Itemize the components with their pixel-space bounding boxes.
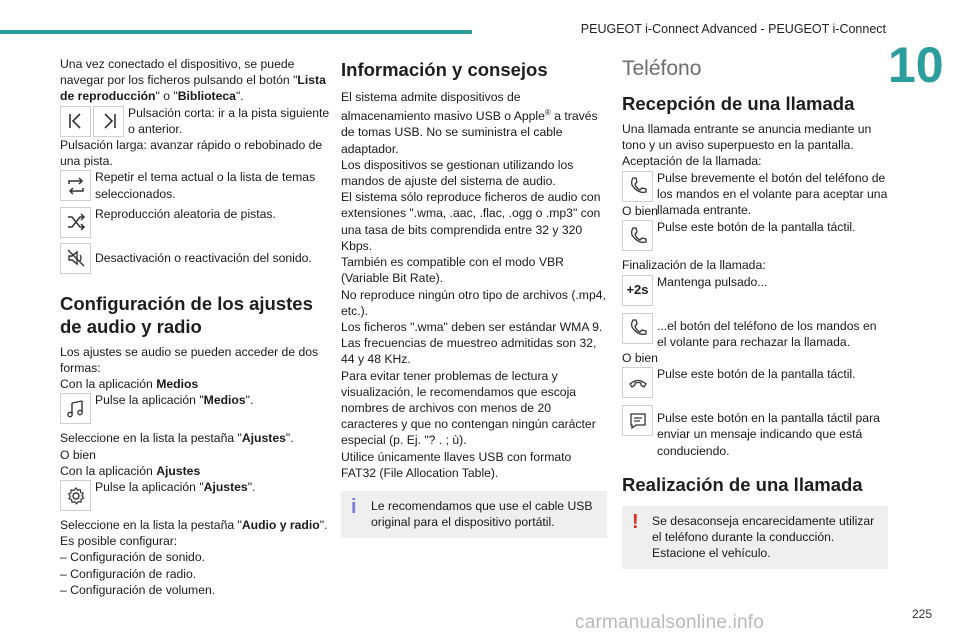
o-bien-1: O bien: [60, 447, 96, 462]
message-row: [622, 404, 888, 459]
select-audio-tab: Seleccione en la lista la pestaña "Audio y radio".: [60, 518, 328, 533]
info-paragraph: Los ficheros ".wma" deben ser estándar WMA 9.: [341, 319, 603, 334]
repeat-row: [60, 169, 330, 201]
o-bien-3: O bien: [622, 351, 658, 366]
reject-text: ...el botón del teléfono de los mandos en el volante para rechazar la llamada.: [657, 318, 877, 349]
info-paragraph: Utilice únicamente llaves USB con formato FAT32 (File Allocation Table).: [341, 449, 572, 480]
column-phone: [622, 56, 888, 569]
section-title-telefono: Teléfono: [622, 57, 702, 80]
press-medios-text: Pulse la aplicación "Medios".: [95, 393, 254, 408]
section-heading-make-call: Realización de una llamada: [622, 473, 863, 495]
chapter-number: 10: [888, 37, 944, 93]
accept-phone-row: [622, 170, 888, 219]
hold-text: Mantenga pulsado...: [657, 274, 768, 289]
info-paragraph: mandos de ajuste del sistema de audio.: [341, 174, 556, 189]
message-text: Pulse este botón en la pantalla táctil para enviar un mensaje indicando que está conduciendo.: [657, 411, 880, 458]
watermark: carmanualsonline.info: [575, 612, 765, 633]
intro-paragraph: Una vez conectado el dispositivo, se puede navegar por los ficheros pulsando el botón "Lista de reproducción" o "Biblioteca".: [60, 57, 326, 104]
mute-row: [60, 242, 330, 274]
repeat-icon: [60, 170, 91, 201]
phone-icon: [622, 313, 653, 344]
reject-row: [622, 312, 888, 350]
section-heading-receive-call: Recepción de una llamada: [622, 93, 855, 114]
hold-row: [622, 274, 888, 306]
info-icon: i: [351, 495, 357, 518]
page-number: 225: [911, 607, 932, 621]
info-note-text: Le recomendamos que use el cable USB original para el dispositivo portátil.: [371, 498, 593, 530]
info-paragraph: El sistema sólo reproduce ficheros de audio con extensiones ".wma, .aac, .flac, .ogg o .mp3" con una tasa de bits comprendida entre 32 y 320 Kbps.: [341, 190, 601, 253]
list-item: – Configuración de volumen.: [60, 582, 216, 597]
o-bien-2: O bien: [622, 204, 658, 219]
long-press-text: Pulsación larga: avanzar rápido o rebobinado de una pista.: [60, 138, 323, 169]
list-item: – Configuración de radio.: [60, 566, 197, 581]
hangup-text: Pulse este botón de la pantalla táctil.: [657, 367, 856, 382]
hold-2s-icon: +2s: [622, 275, 653, 306]
gear-icon: [60, 480, 91, 511]
shuffle-row: [60, 206, 330, 238]
medios-row: [60, 392, 330, 424]
next-track-icon: [93, 106, 124, 137]
mute-text: Desactivación o reactivación del sonido.: [95, 250, 312, 265]
hangup-row: [622, 366, 888, 398]
shuffle-text: Reproducción aleatoria de pistas.: [95, 206, 276, 221]
music-note-icon: [60, 393, 91, 424]
prev-next-text: Pulsación corta: ir a la pista siguiente o anterior.: [128, 105, 330, 136]
prev-next-row: [60, 105, 330, 137]
phone-icon: [622, 171, 653, 202]
with-ajustes-app: Con la aplicación Ajustes: [60, 463, 201, 478]
select-ajustes-tab: Seleccione en la lista la pestaña "Ajustes".: [60, 431, 294, 446]
configure-intro: Es posible configurar:: [60, 534, 178, 549]
page-header: PEUGEOT i-Connect Advanced - PEUGEOT i-Connect: [580, 22, 886, 36]
accept-phone-text: Pulse brevemente el botón del teléfono de los mandos en el volante para aceptar una llamada entrante.: [657, 170, 888, 218]
accept-touch-row: [622, 219, 888, 251]
warning-note-text: Se desaconseja encarecidamente utilizar el teléfono durante la conducción. Estacione el vehículo.: [652, 513, 875, 561]
info-paragraph: Para evitar tener problemas de lectura y visualización, le recomendamos que escoja nombres de archivos con menos de 20 caracteres y que no contengan ningún carácter especial (p. Ej. "? . ; ù).: [341, 368, 596, 448]
mute-icon: [60, 243, 91, 274]
incoming-call-text: Una llamada entrante se anuncia mediante un tono y un aviso superpuesto en la pantalla.: [622, 122, 872, 153]
section-heading-audio-settings: Configuración de los ajustes de audio y radio: [60, 292, 313, 337]
press-ajustes-text: Pulse la aplicación "Ajustes".: [95, 480, 256, 495]
usb-support-text: El sistema admite dispositivos de almacenamiento masivo USB o Apple® a través de tomas USB. No se suministra el cable adaptador.: [341, 90, 598, 156]
info-paragraph: No reproduce ningún otro tipo de archivos (.mp4, etc.).: [341, 287, 606, 318]
top-accent-bar: [0, 30, 472, 34]
warning-icon: !: [632, 510, 639, 533]
with-medios-app: Con la aplicación Medios: [60, 377, 199, 392]
repeat-text: Repetir el tema actual o la lista de temas seleccionados.: [95, 170, 316, 201]
column-media: [60, 56, 330, 598]
settings-intro: Los ajustes se audio se pueden acceder de dos formas:: [60, 344, 319, 376]
message-icon: [622, 405, 653, 436]
devices-text: Los dispositivos se gestionan utilizando los: [341, 157, 574, 172]
section-heading-info: Información y consejos: [341, 59, 548, 80]
phone-icon: [622, 220, 653, 251]
ajustes-row: [60, 479, 330, 511]
column-info: [341, 56, 607, 538]
hang-up-icon: [622, 367, 653, 398]
list-item: – Configuración de sonido.: [60, 550, 205, 565]
accept-call-label: Aceptación de la llamada:: [622, 154, 762, 169]
end-call-label: Finalización de la llamada:: [622, 258, 766, 273]
accept-touch-text: Pulse este botón de la pantalla táctil.: [657, 220, 856, 235]
shuffle-icon: [60, 207, 91, 238]
warning-note-box: [622, 506, 888, 570]
info-note-box: [341, 491, 607, 538]
info-paragraph: Las frecuencias de muestreo admitidas son 32, 44 y 48 KHz.: [341, 336, 597, 367]
previous-track-icon: [60, 106, 91, 137]
info-paragraph: También es compatible con el modo VBR (Variable Bit Rate).: [341, 255, 564, 286]
